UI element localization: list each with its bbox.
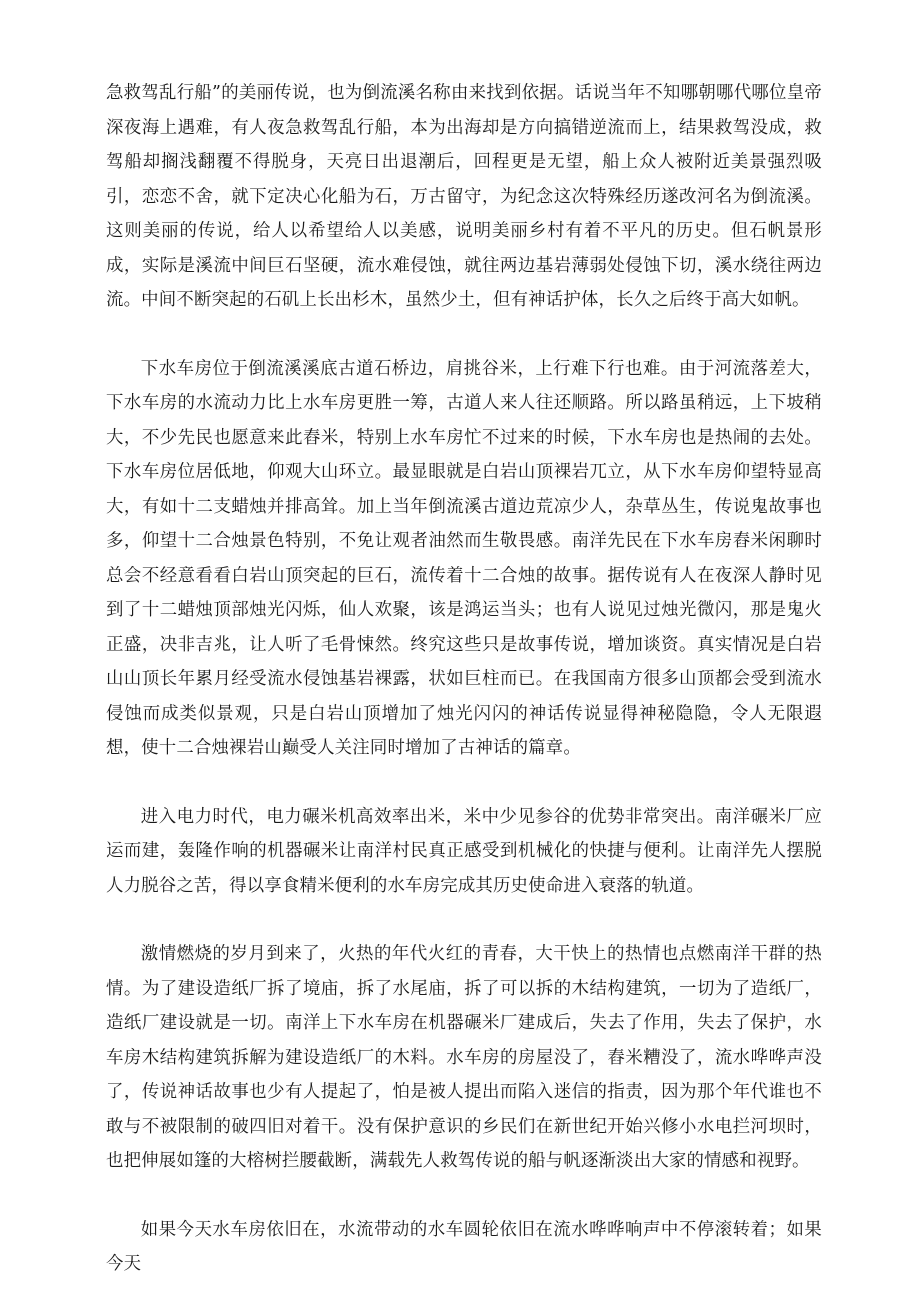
article-body	[106, 76, 822, 1316]
paragraph-4: 激情燃烧的岁月到来了，火热的年代火红的青春，大干快上的热情也点燃南洋干群的热情。为了建设造纸厂拆了境庙，拆了水尾庙，拆了可以拆的木结构建筑，一切为了造纸厂，造纸厂建设就是一切。南洋上下水车房在机器碾米厂建成后，失去了作用，失去了保护，水车房木结构建筑拆解为建设造纸厂的木料。水车房的房屋没了，舂米糟没了，流水哗哗声没了，传说神话故事也少有人提起了，怕是被人提出而陷入迷信的指责，因为那个年代谁也不敢与不被限制的破四旧对着干。没有保护意识的乡民们在新世纪开始兴修小水电拦河坝时，也把伸展如篷的大榕树拦腰截断，满载先人救驾传说的船与帆逐渐淡出大家的情感和视野。	[106, 944, 822, 1171]
paragraph-3: 进入电力时代，电力碾米机高效率出米，米中少见参谷的优势非常突出。南洋碾米厂应运而建，轰隆作响的机器碾米让南洋村民真正感受到机械化的快捷与便利。让南洋先人摆脱人力脱谷之苦，得以享食精米便利的水车房完成其历史使命进入衰落的轨道。	[106, 806, 822, 896]
paragraph-5: 如果今天水车房依旧在，水流带动的水车圆轮依旧在流水哗哗响声中不停滚转着；如果今天	[106, 1219, 822, 1274]
paragraph-2: 下水车房位于倒流溪溪底古道石桥边，肩挑谷米，上行难下行也难。由于河流落差大，下水车房的水流动力比上水车房更胜一筹，古道人来人往还顺路。所以路虽稍远，上下坡稍大，不少先民也愿意来此舂米，特别上水车房忙不过来的时候，下水车房也是热闹的去处。下水车房位居低地，仰观大山环立。最显眼就是白岩山顶裸岩兀立，从下水车房仰望特显高大，有如十二支蜡烛并排高耸。加上当年倒流溪古道边荒凉少人，杂草丛生，传说鬼故事也多，仰望十二合烛景色特别，不免让观者油然而生敬畏感。南洋先民在下水车房舂米闲聊时总会不经意看看白岩山顶突起的巨石，流传着十二合烛的故事。据传说有人在夜深人静时见到了十二蜡烛顶部烛光闪烁，仙人欢聚，该是鸿运当头；也有人说见过烛光微闪，那是鬼火正盛，决非吉兆，让人听了毛骨悚然。终究这些只是故事传说，增加谈资。真实情况是白岩山山顶长年累月经受流水侵蚀基岩裸露，状如巨柱而已。在我国南方很多山顶都会受到流水侵蚀而成类似景观，只是白岩山顶增加了烛光闪闪的神话传说显得神秘隐隐，令人无限遐想，使十二合烛裸岩山巅受人关注同时增加了古神话的篇章。	[106, 358, 822, 758]
paragraph-1: 急救驾乱行船”的美丽传说，也为倒流溪名称由来找到依据。话说当年不知哪朝哪代哪位皇帝深夜海上遇难，有人夜急救驾乱行船，本为出海却是方向搞错逆流而上，结果救驾没成，救驾船却搁浅翻覆不得脱身，天亮日出退潮后，回程更是无望，船上众人被附近美景强烈吸引，恋恋不舍，就下定决心化船为石，万古留守，为纪念这次特殊经历遂改河名为倒流溪。这则美丽的传说，给人以希望给人以美感，说明美丽乡村有着不平凡的历史。但石帆景形成，实际是溪流中间巨石坚硬，流水难侵蚀，就往两边基岩薄弱处侵蚀下切，溪水绕往两边流。中间不断突起的石矶上长出杉木，虽然少土，但有神话护体，长久之后终于高大如帆。	[106, 83, 822, 310]
